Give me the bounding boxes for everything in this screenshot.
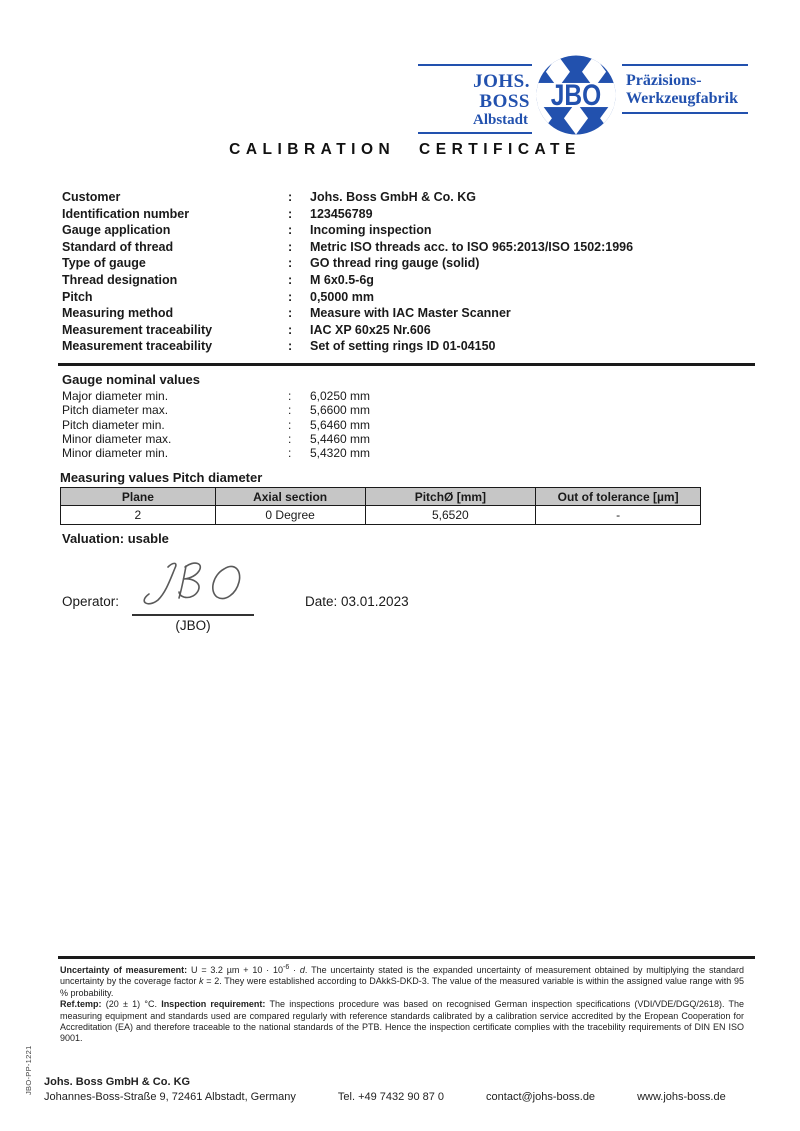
nominal-value: 5,6600 mm bbox=[310, 403, 371, 418]
cell-pitch-diameter: 5,6520 bbox=[365, 506, 536, 525]
nominal-label: Pitch diameter max. bbox=[62, 403, 169, 418]
info-label: Identification number bbox=[62, 206, 190, 221]
footer-phone: Tel. +49 7432 90 87 0 bbox=[337, 1091, 445, 1103]
info-row bbox=[62, 206, 752, 223]
fineprint-divider bbox=[58, 956, 755, 959]
signature-line bbox=[132, 614, 254, 616]
info-row bbox=[62, 305, 752, 322]
brand-tagline-2: Werkzeugfabrik bbox=[626, 90, 738, 107]
info-value: Measure with IAC Master Scanner bbox=[310, 306, 511, 321]
nominal-value: 6,0250 mm bbox=[310, 389, 371, 403]
nominal-row bbox=[62, 446, 752, 460]
brand-left bbox=[418, 64, 532, 134]
colon: : bbox=[288, 446, 292, 461]
colon: : bbox=[288, 389, 292, 403]
nominal-label: Pitch diameter min. bbox=[62, 417, 165, 432]
nominal-row bbox=[62, 432, 752, 446]
nominal-label: Minor diameter max. bbox=[62, 431, 172, 446]
nominal-value: 5,4460 mm bbox=[310, 431, 371, 446]
date-text: Date: 03.01.2023 bbox=[305, 594, 409, 609]
measuring-values-table bbox=[60, 487, 701, 525]
table-row bbox=[61, 506, 701, 525]
info-row bbox=[62, 289, 752, 306]
colon: : bbox=[288, 306, 293, 321]
cell-axial-section: 0 Degree bbox=[215, 506, 365, 525]
info-value: 0,5000 mm bbox=[310, 289, 374, 304]
info-value: Johs. Boss GmbH & Co. KG bbox=[310, 190, 476, 204]
nominal-label: Minor diameter min. bbox=[62, 446, 169, 461]
info-value: Set of setting rings ID 01-04150 bbox=[310, 339, 496, 354]
info-row bbox=[62, 239, 752, 256]
inspection-paragraph: Ref.temp: (20 ± 1) °C. Inspection requirement: The inspections procedure was based on recognised German inspection specifications (VDI/VDE/DGQ/2618). The measuring equipment and standards used are compared regularly with reference standards calibrated by a calibration service accredited by the Eropean Cooperation for Accreditation (EA) and therefore traceable to the national standards of the PTB. Hence the inspection certificate complies with the tracebility requirements of DIN EN ISO 9001. bbox=[60, 999, 745, 1044]
info-label: Type of gauge bbox=[62, 256, 146, 271]
jbo-logo-text: JBO bbox=[550, 77, 602, 112]
col-header-plane: Plane bbox=[61, 488, 216, 506]
info-value: Metric ISO threads acc. to ISO 965:2013/ISO 1502:1996 bbox=[310, 239, 634, 254]
info-value: M 6x0.5-6g bbox=[310, 272, 374, 287]
info-label: Customer bbox=[62, 190, 121, 204]
table-header-row bbox=[61, 488, 701, 506]
cell-plane: 2 bbox=[61, 506, 216, 525]
colon: : bbox=[288, 339, 293, 354]
colon: : bbox=[288, 190, 293, 204]
info-label: Measurement traceability bbox=[62, 322, 213, 337]
info-label: Gauge application bbox=[62, 223, 171, 238]
nominal-value: 5,4320 mm bbox=[310, 446, 371, 461]
info-value: IAC XP 60x25 Nr.606 bbox=[310, 322, 431, 337]
nominal-row bbox=[62, 403, 752, 417]
info-value: Incoming inspection bbox=[310, 223, 432, 238]
info-label: Thread designation bbox=[62, 272, 178, 287]
info-value: 123456789 bbox=[310, 206, 373, 221]
operator-label: Operator: bbox=[62, 594, 120, 609]
brand-right bbox=[622, 64, 748, 114]
document-code-vertical: JBO-PP-1221 bbox=[24, 1045, 33, 1095]
colon: : bbox=[288, 239, 293, 254]
signature-name: (JBO) bbox=[175, 618, 211, 633]
info-row bbox=[62, 338, 752, 355]
info-row bbox=[62, 255, 752, 272]
nominal-values-heading: Gauge nominal values bbox=[62, 372, 200, 387]
col-header-axial-section: Axial section bbox=[215, 488, 365, 506]
info-row bbox=[62, 272, 752, 289]
valuation-text: Valuation: usable bbox=[62, 531, 169, 546]
brand-city: Albstadt bbox=[472, 112, 528, 128]
info-row bbox=[62, 189, 752, 206]
footer-company-name: Johs. Boss GmbH & Co. KG bbox=[44, 1076, 191, 1088]
measuring-values-heading: Measuring values Pitch diameter bbox=[60, 470, 263, 485]
colon: : bbox=[288, 322, 293, 337]
footer-website: www.johs-boss.de bbox=[637, 1091, 726, 1103]
footer-email: contact@johs-boss.de bbox=[486, 1091, 596, 1103]
colon: : bbox=[288, 272, 293, 287]
colon: : bbox=[288, 417, 292, 432]
colon: : bbox=[288, 289, 293, 304]
info-value: GO thread ring gauge (solid) bbox=[310, 256, 480, 271]
info-row bbox=[62, 322, 752, 339]
brand-tagline-1: Präzisions- bbox=[626, 72, 702, 89]
nominal-row bbox=[62, 418, 752, 432]
handwritten-signature bbox=[128, 558, 258, 616]
nominal-label: Major diameter min. bbox=[62, 389, 169, 403]
colon: : bbox=[288, 431, 292, 446]
info-label: Standard of thread bbox=[62, 239, 174, 254]
section-divider bbox=[58, 363, 755, 366]
page-title: CALIBRATION CERTIFICATE bbox=[229, 141, 581, 158]
info-row bbox=[62, 222, 752, 239]
colon: : bbox=[288, 256, 293, 271]
footer-contact-row bbox=[44, 1091, 768, 1103]
info-label: Pitch bbox=[62, 289, 93, 304]
colon: : bbox=[288, 223, 293, 238]
footer-address: Johannes-Boss-Straße 9, 72461 Albstadt, Germany bbox=[44, 1091, 296, 1103]
col-header-out-of-tolerance: Out of tolerance [µm] bbox=[536, 488, 701, 506]
nominal-row bbox=[62, 389, 752, 403]
uncertainty-paragraph: Uncertainty of measurement: U = 3.2 $\mu m + 10 \cdot 10^{-6} \cdot d$. The uncertainty stated is the expanded uncertainty of measurement obtained by multiplying the standard uncertainty by the coverage factor k = 2. They were established according to DAkkS-DKD-3. The value of the measured variable is within the assigned value range with 95 % probability. bbox=[60, 964, 745, 998]
nominal-values bbox=[62, 389, 752, 460]
col-header-pitch-diameter: PitchØ [mm] bbox=[365, 488, 536, 506]
jbo-logo-icon bbox=[533, 52, 619, 138]
colon: : bbox=[288, 403, 292, 418]
info-label: Measurement traceability bbox=[62, 339, 213, 354]
certificate-info bbox=[62, 189, 752, 355]
brand-name: JOHS. BOSS bbox=[473, 71, 530, 112]
colon: : bbox=[288, 206, 293, 221]
nominal-value: 5,6460 mm bbox=[310, 417, 371, 432]
cell-out-of-tolerance: - bbox=[536, 506, 701, 525]
fineprint bbox=[60, 962, 744, 1045]
info-label: Measuring method bbox=[62, 306, 174, 321]
